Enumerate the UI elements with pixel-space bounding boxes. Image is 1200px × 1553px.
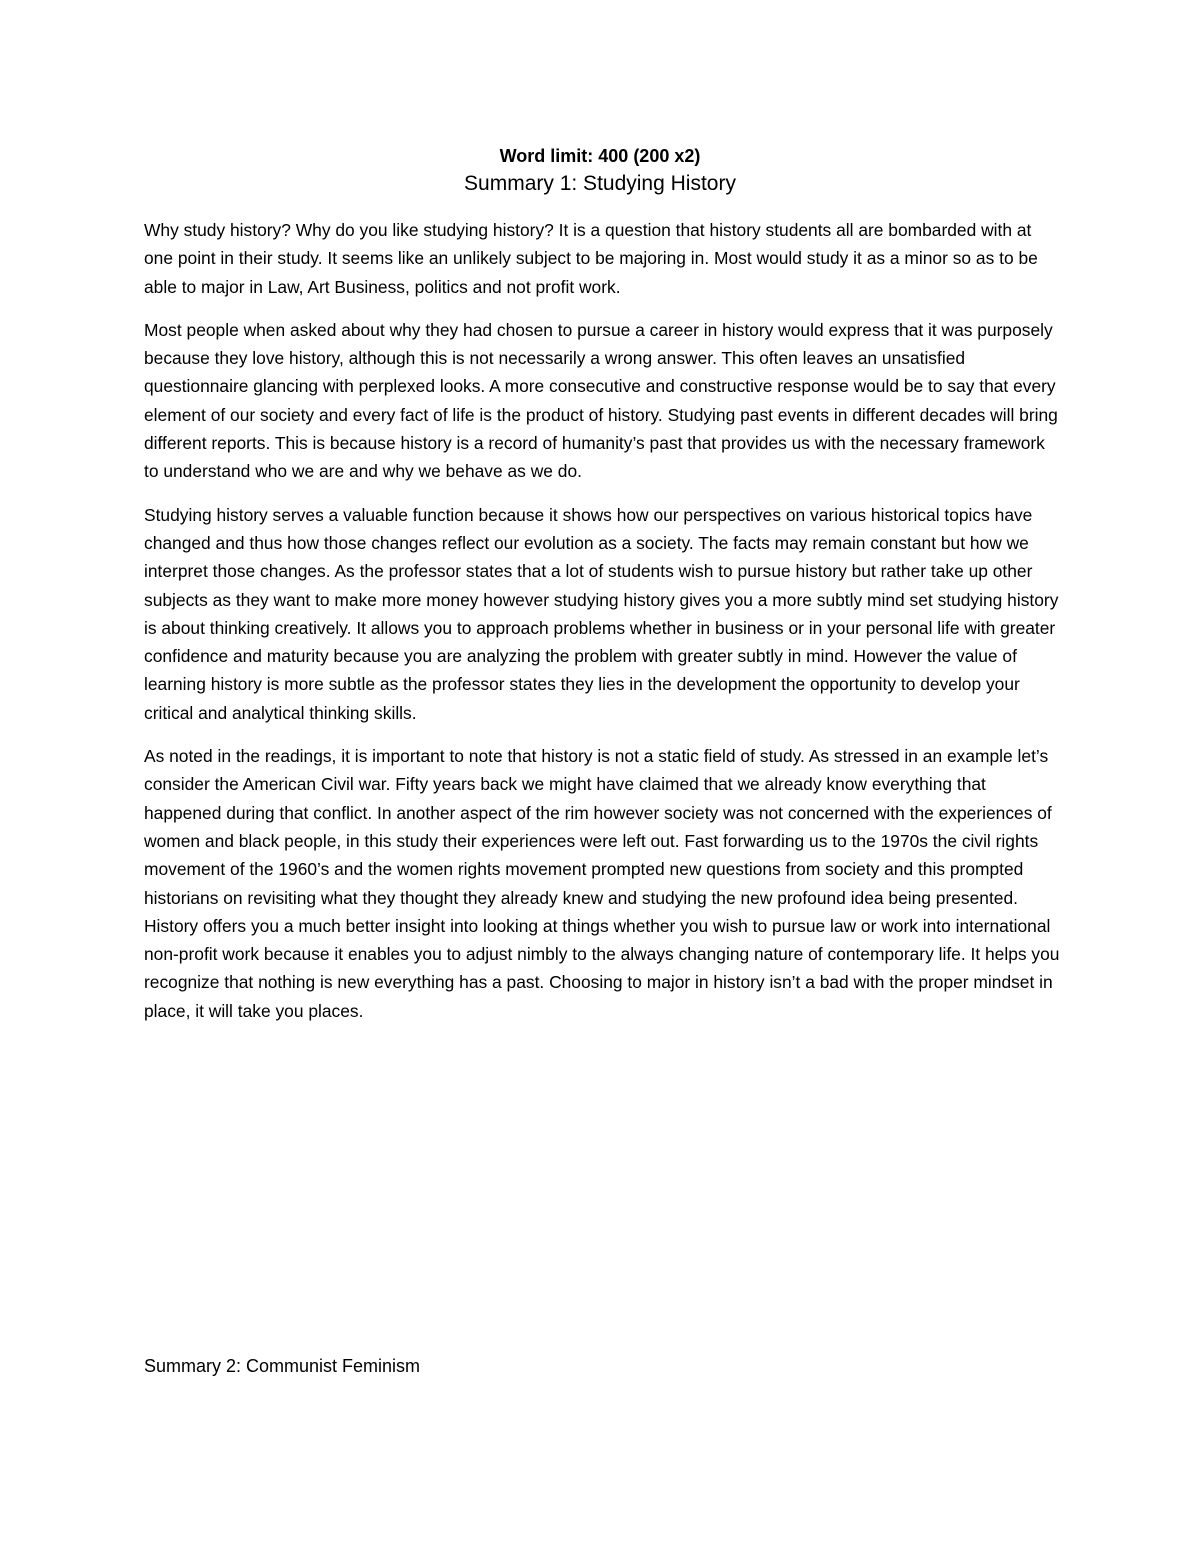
summary-1-title: Summary 1: Studying History xyxy=(464,172,736,195)
paragraph-3: Studying history serves a valuable function because it shows how our perspectives on various historical topics have changed and thus how those changes reflect our evolution as a society. The facts may remain constant but how we interpret those changes. As the professor states that a lot of students wish to pursue history but rather take up other subjects as they want to make more money however studying history gives you a more subtly mind set studying history is about thinking creatively. It allows you to approach problems whether in business or in your personal life with greater confidence and maturity because you are analyzing the problem with greater subtly in mind. However the value of learning history is more subtle as the professor states they lies in the development the opportunity to develop your critical and analytical thinking skills. xyxy=(144,504,1059,723)
paragraph-1: Why study history? Why do you like studying history? It is a question that history students all are bombarded with at one point in their study. It seems like an unlikely subject to be majoring in. Most would study it as a minor so as to be able to major in Law, Art Business, politics and not profit work. xyxy=(144,220,1038,297)
word-limit-heading: Word limit: 400 (200 x2) xyxy=(499,146,701,166)
summary-2-title: Summary 2: Communist Feminism xyxy=(144,1356,421,1376)
paragraph-2: Most people when asked about why they had chosen to pursue a career in history would express that it was purposely because they love history, although this is not necessarily a wrong answer. This often leaves an unsatisfied questionnaire glancing with perplexed looks. A more consecutive and constructive response would be to say that every element of our society and every fact of life is the product of history. Studying past events in different decades will bring different reports. This is because history is a record of humanity’s past that provides us with the necessary framework to understand who we are and why we behave as we do. xyxy=(144,319,1058,482)
paragraph-4: As noted in the readings, it is important to note that history is not a static field of study. As stressed in an example let’s consider the American Civil war. Fifty years back we might have claimed that we already know everything that happened during that conflict. In another aspect of the rim however society was not concerned with the experiences of women and black people, in this study their experiences were left out. Fast forwarding us to the 1970s the civil rights movement of the 1960’s and the women rights movement prompted new questions from society and this prompted historians on revisiting what they thought they already knew and studying the new profound idea being presented. History offers you a much better insight into looking at things whether you wish to pursue law or work into international non-profit work because it enables you to adjust nimbly to the always changing nature of contemporary life. It helps you recognize that nothing is new everything has a past. Choosing to major in history isn’t a bad with the proper mindset in place, it will take you places. xyxy=(144,746,1060,1021)
summary-1-body xyxy=(144,216,1064,1040)
